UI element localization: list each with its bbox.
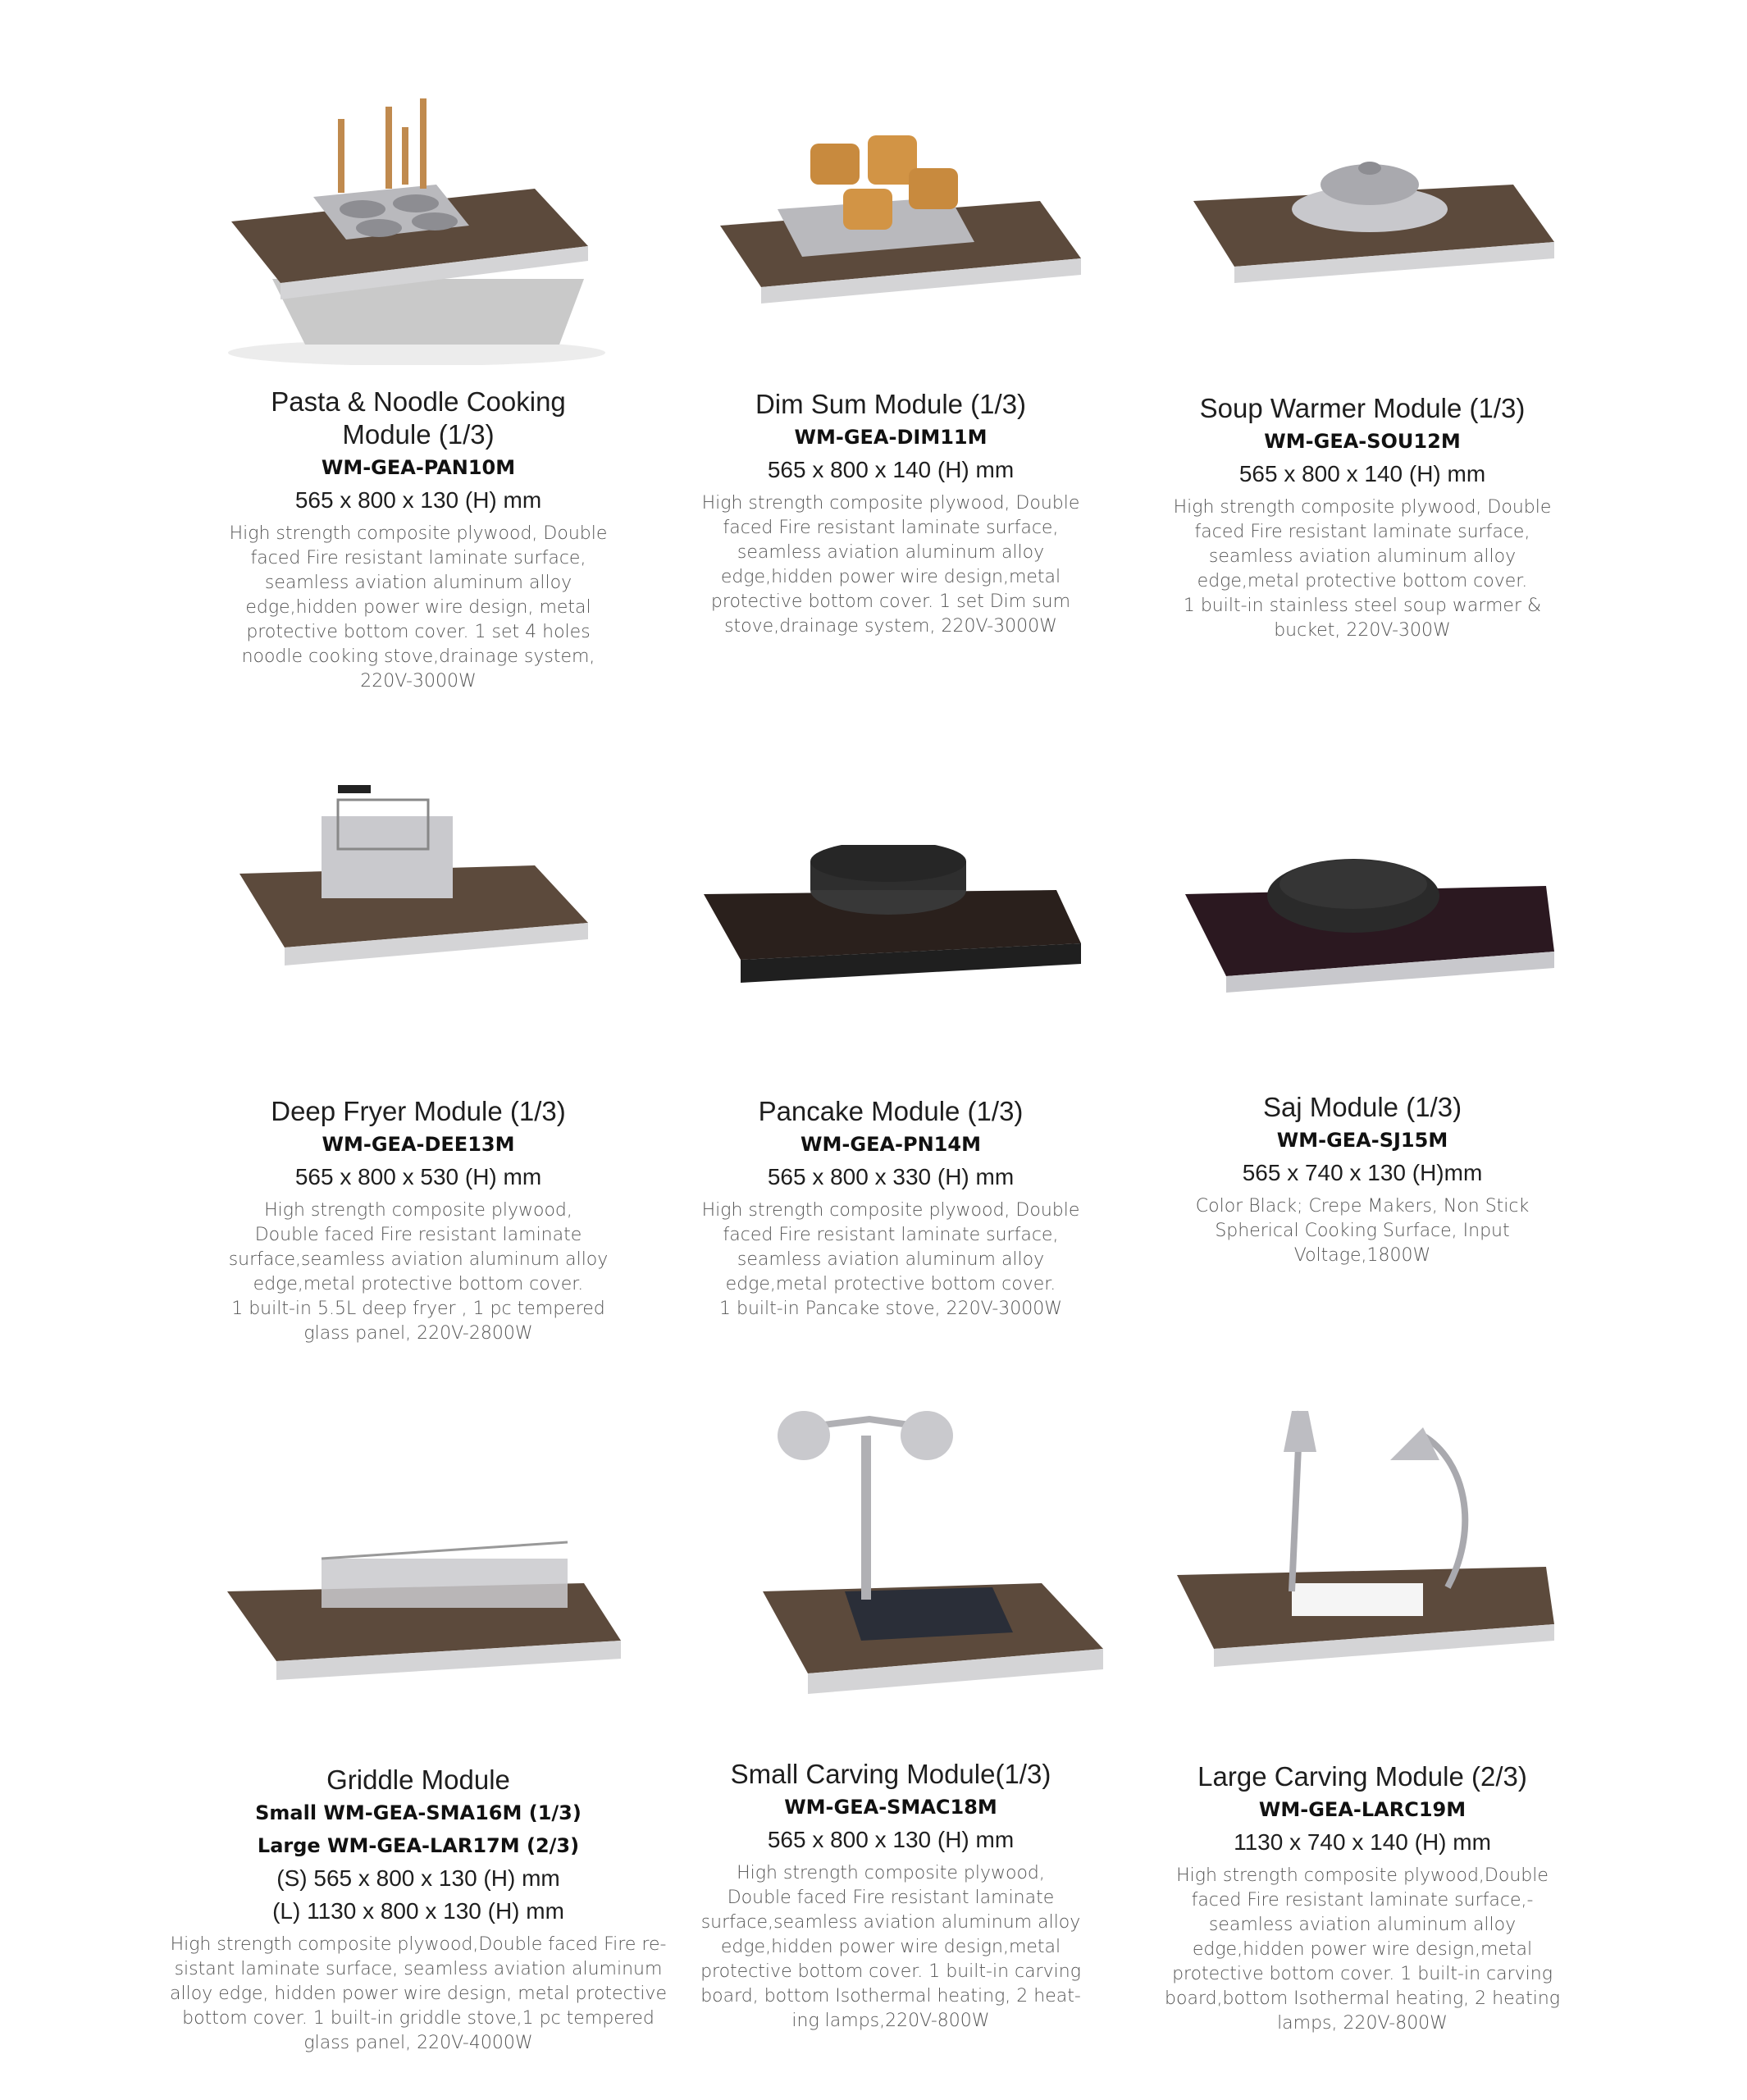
product-code: WM-GEA-PAN10M	[321, 456, 516, 479]
product-title: Large Carving Module (2/3)	[1197, 1761, 1527, 1792]
product-description: High strength composite plywood, Double faced Fire resistant laminate surface,seamless aviation aluminum alloy edge,metal protective bottom cover. 1 built-in 5.5L deep fryer , 1 pc tempered glass panel, 220V-2800W	[228, 1200, 609, 1344]
product-description: High strength composite plywood,Double faced Fire re- sistant laminate surface, seamless aviation aluminum alloy edge, hidden power wire design, metal protective bottom cover. 1 built-in griddle stove,1 pc tempered glass panel, 220V-4000W	[170, 1934, 667, 2053]
product-description: High strength composite plywood, Double faced Fire resistant laminate surface, seamless aviation aluminum alloy edge,hidden power wire design,metal protective bottom cover. 1 set Dim sum stove,drainage system, 220V-3000W	[701, 493, 1080, 637]
product-title: Pasta & Noodle Cooking Module (1/3)	[271, 386, 566, 450]
product-dimensions: 565 x 800 x 140 (H) mm	[767, 457, 1015, 482]
product-card	[677, 1758, 1104, 2034]
product-title: Dim Sum Module (1/3)	[755, 389, 1027, 419]
product-code: WM-GEA-SJ15M	[1276, 1129, 1448, 1152]
product-code: WM-GEA-SOU12M	[1264, 430, 1461, 453]
product-description: High strength composite plywood, Double faced Fire resistant laminate surface, seamless aviation aluminum alloy edge,hidden power wire design, metal protective bottom cover. 1 set 4 holes noodle cooking stove,drainage system, 220V-3000W	[229, 523, 608, 692]
product-code: WM-GEA-SMAC18M	[784, 1796, 997, 1819]
product-card	[205, 386, 632, 694]
dim-sum-module-image	[696, 111, 1083, 365]
soup-warmer-module-image	[1169, 152, 1556, 365]
product-code: WM-GEA-DIM11M	[794, 426, 988, 449]
product-title: Deep Fryer Module (1/3)	[271, 1096, 566, 1126]
product-dimensions: 565 x 740 x 130 (H)mm	[1242, 1160, 1483, 1185]
product-title: Soup Warmer Module (1/3)	[1199, 393, 1526, 423]
pasta-noodle-module-image	[223, 82, 610, 365]
product-dimensions-small: (S) 565 x 800 x 130 (H) mm	[276, 1865, 560, 1891]
product-description: High strength composite plywood, Double faced Fire resistant laminate surface, seamless aviation aluminum alloy edge,metal protective bottom cover. 1 built-in stainless steel soup warmer & bucket, 220V-300W	[1173, 497, 1552, 641]
product-title: Saj Module (1/3)	[1262, 1092, 1462, 1122]
product-dimensions: 1130 x 740 x 140 (H) mm	[1234, 1829, 1491, 1855]
product-code-large: Large WM-GEA-LAR17M (2/3)	[257, 1834, 580, 1857]
product-dimensions: 565 x 800 x 130 (H) mm	[767, 1827, 1015, 1852]
product-dimensions: 565 x 800 x 330 (H) mm	[767, 1164, 1015, 1189]
product-dimensions: 565 x 800 x 530 (H) mm	[294, 1164, 542, 1189]
griddle-module-image	[207, 1518, 627, 1739]
product-description: High strength composite plywood, Double faced Fire resistant laminate surface, seamless aviation aluminum alloy edge,metal protective bottom cover. 1 built-in Pancake stove, 220V-3000W	[701, 1200, 1080, 1319]
product-dimensions: 565 x 800 x 140 (H) mm	[1238, 461, 1486, 486]
product-title: Griddle Module	[326, 1764, 510, 1795]
product-card	[164, 1764, 673, 2056]
deep-fryer-module-image	[223, 783, 610, 1046]
product-dimensions: 565 x 800 x 130 (H) mm	[294, 487, 542, 513]
large-carving-module-image	[1169, 1395, 1556, 1739]
product-card	[1149, 392, 1576, 643]
product-description: Color Black; Crepe Makers, Non Stick Spherical Cooking Surface, Input Voltage,1800W	[1195, 1196, 1530, 1266]
product-card	[205, 1095, 632, 1346]
product-card	[677, 1095, 1104, 1322]
product-code: WM-GEA-DEE13M	[322, 1133, 515, 1156]
small-carving-module-image	[730, 1386, 1115, 1739]
product-card	[1149, 1091, 1576, 1268]
product-title: Small Carving Module(1/3)	[730, 1759, 1051, 1789]
product-card	[677, 388, 1104, 639]
saj-module-image	[1169, 845, 1556, 1046]
product-code: WM-GEA-LARC19M	[1258, 1798, 1466, 1821]
product-description: High strength composite plywood, Double faced Fire resistant laminate surface,seamless aviation aluminum alloy edge,hidden power wire design,metal protective bottom cover. 1 built-in carving board, bottom Isothermal heating, 2 heat- ing lamps,220V-800W	[700, 1863, 1081, 2031]
product-dimensions-large: (L) 1130 x 800 x 130 (H) mm	[272, 1898, 564, 1924]
pancake-module-image	[696, 845, 1083, 1046]
product-code: WM-GEA-PN14M	[801, 1133, 981, 1156]
product-title: Pancake Module (1/3)	[758, 1096, 1024, 1126]
product-description: High strength composite plywood,Double faced Fire resistant laminate surface,- seamless aviation aluminum alloy edge,hidden power wire design,metal protective bottom cover. 1 built-in carving board,bottom Isothermal heating, 2 heating lamps, 220V-800W	[1165, 1865, 1560, 2034]
product-card	[1149, 1760, 1576, 2036]
product-code-small: Small WM-GEA-SMA16M (1/3)	[255, 1801, 582, 1824]
